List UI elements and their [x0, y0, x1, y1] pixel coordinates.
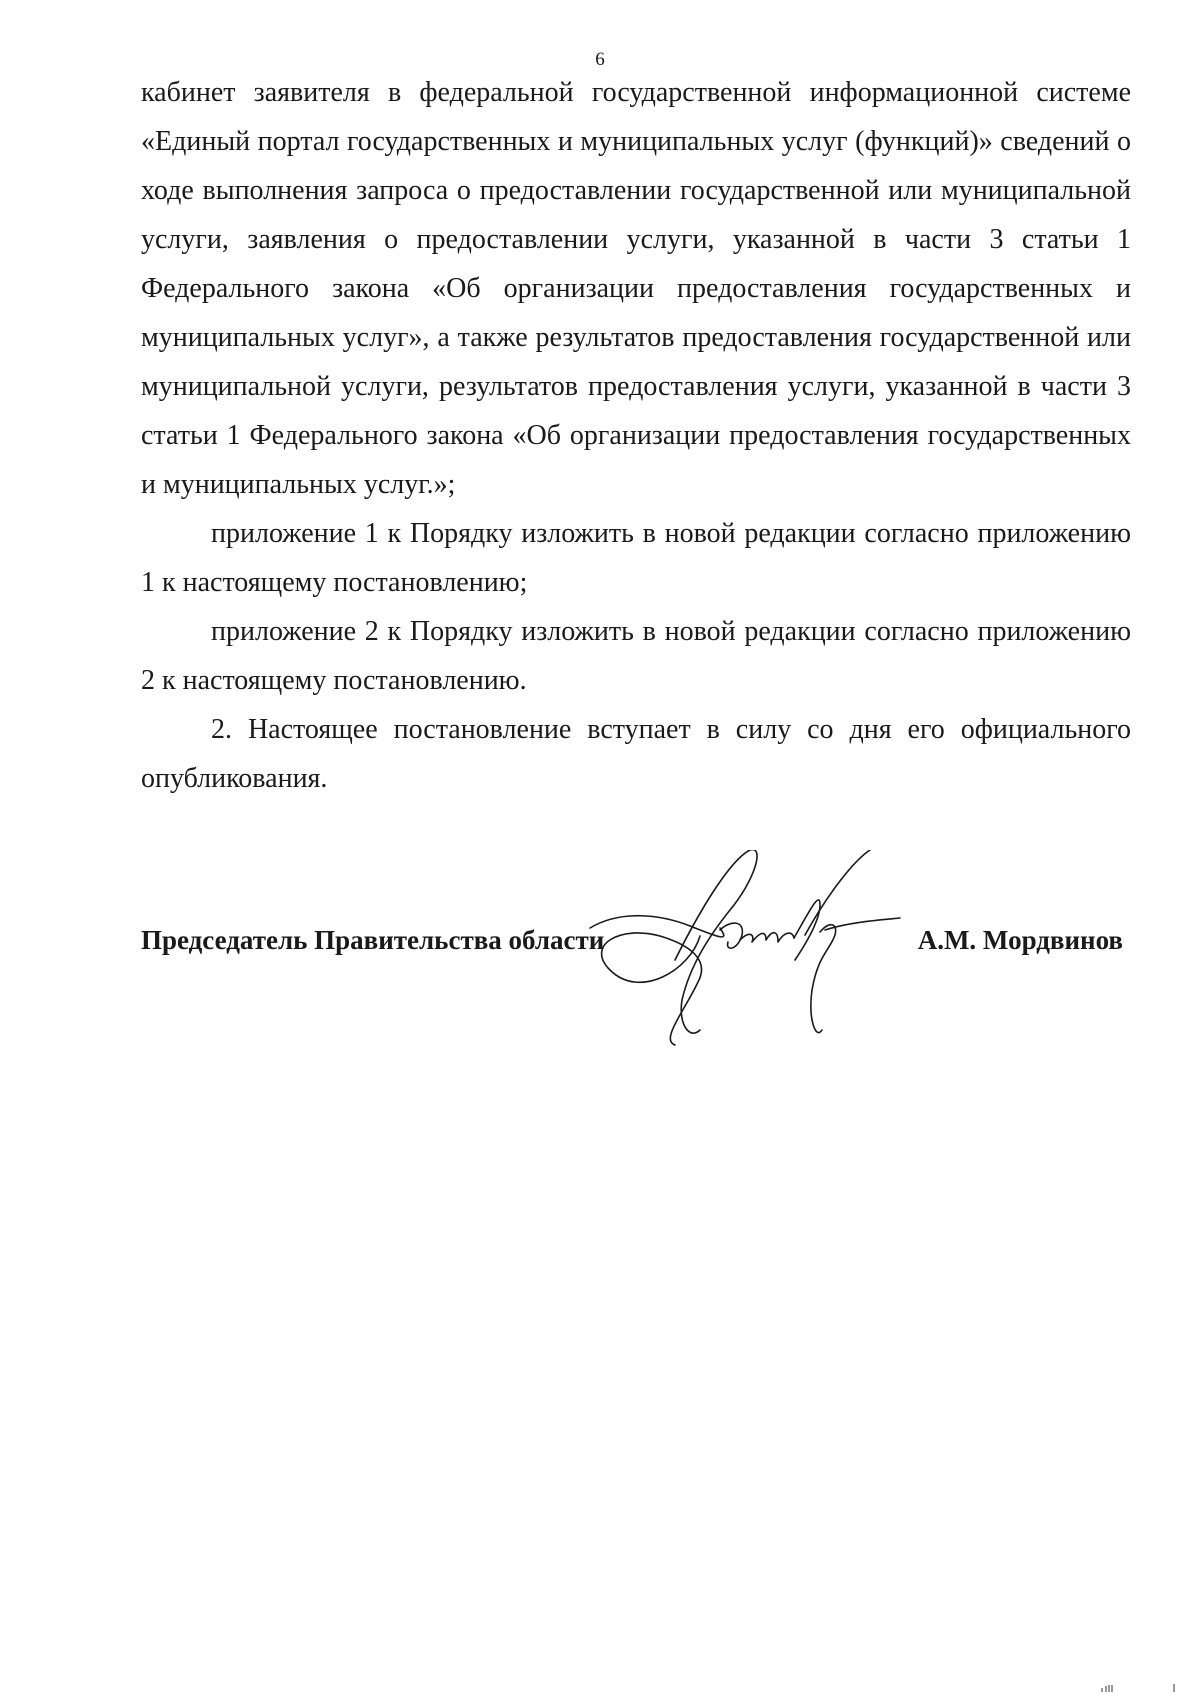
handwritten-signature	[580, 850, 940, 1050]
paragraph-appendix-1: приложение 1 к Порядку изложить в новой редакции согласно приложению 1 к настоящему постановлению;	[141, 518, 1131, 598]
paragraph-continuation: кабинет заявителя в федеральной государственной информационной системе «Единый портал государственных и муниципальных услуг (функций)» сведений о ходе выполнения запроса о предоставлении государственной или муниципальной услуги, заявления о предоставлении услуги, указанной в части 3 статьи 1 Федерального закона «Об организации предоставления государственных и муниципальных услуг», а также результатов предоставления государственной или муниципальной услуги, результатов предоставления услуги, указанной в части 3 статьи 1 Федерального закона «Об организации предоставления государственных и муниципальных услуг.»;	[141, 77, 1131, 500]
page-number: 6	[595, 49, 605, 70]
paragraph-appendix-2: приложение 2 к Порядку изложить в новой редакции согласно приложению 2 к настоящему постановлению.	[141, 616, 1131, 696]
scan-marks	[1100, 1680, 1180, 1694]
document-body	[141, 68, 1131, 803]
signatory-name: А.М. Мордвинов	[917, 925, 1123, 955]
paragraph-effective-date: 2. Настоящее постановление вступает в силу со дня его официального опубликования.	[141, 714, 1131, 794]
signatory-title: Председатель Правительства области	[141, 925, 605, 955]
